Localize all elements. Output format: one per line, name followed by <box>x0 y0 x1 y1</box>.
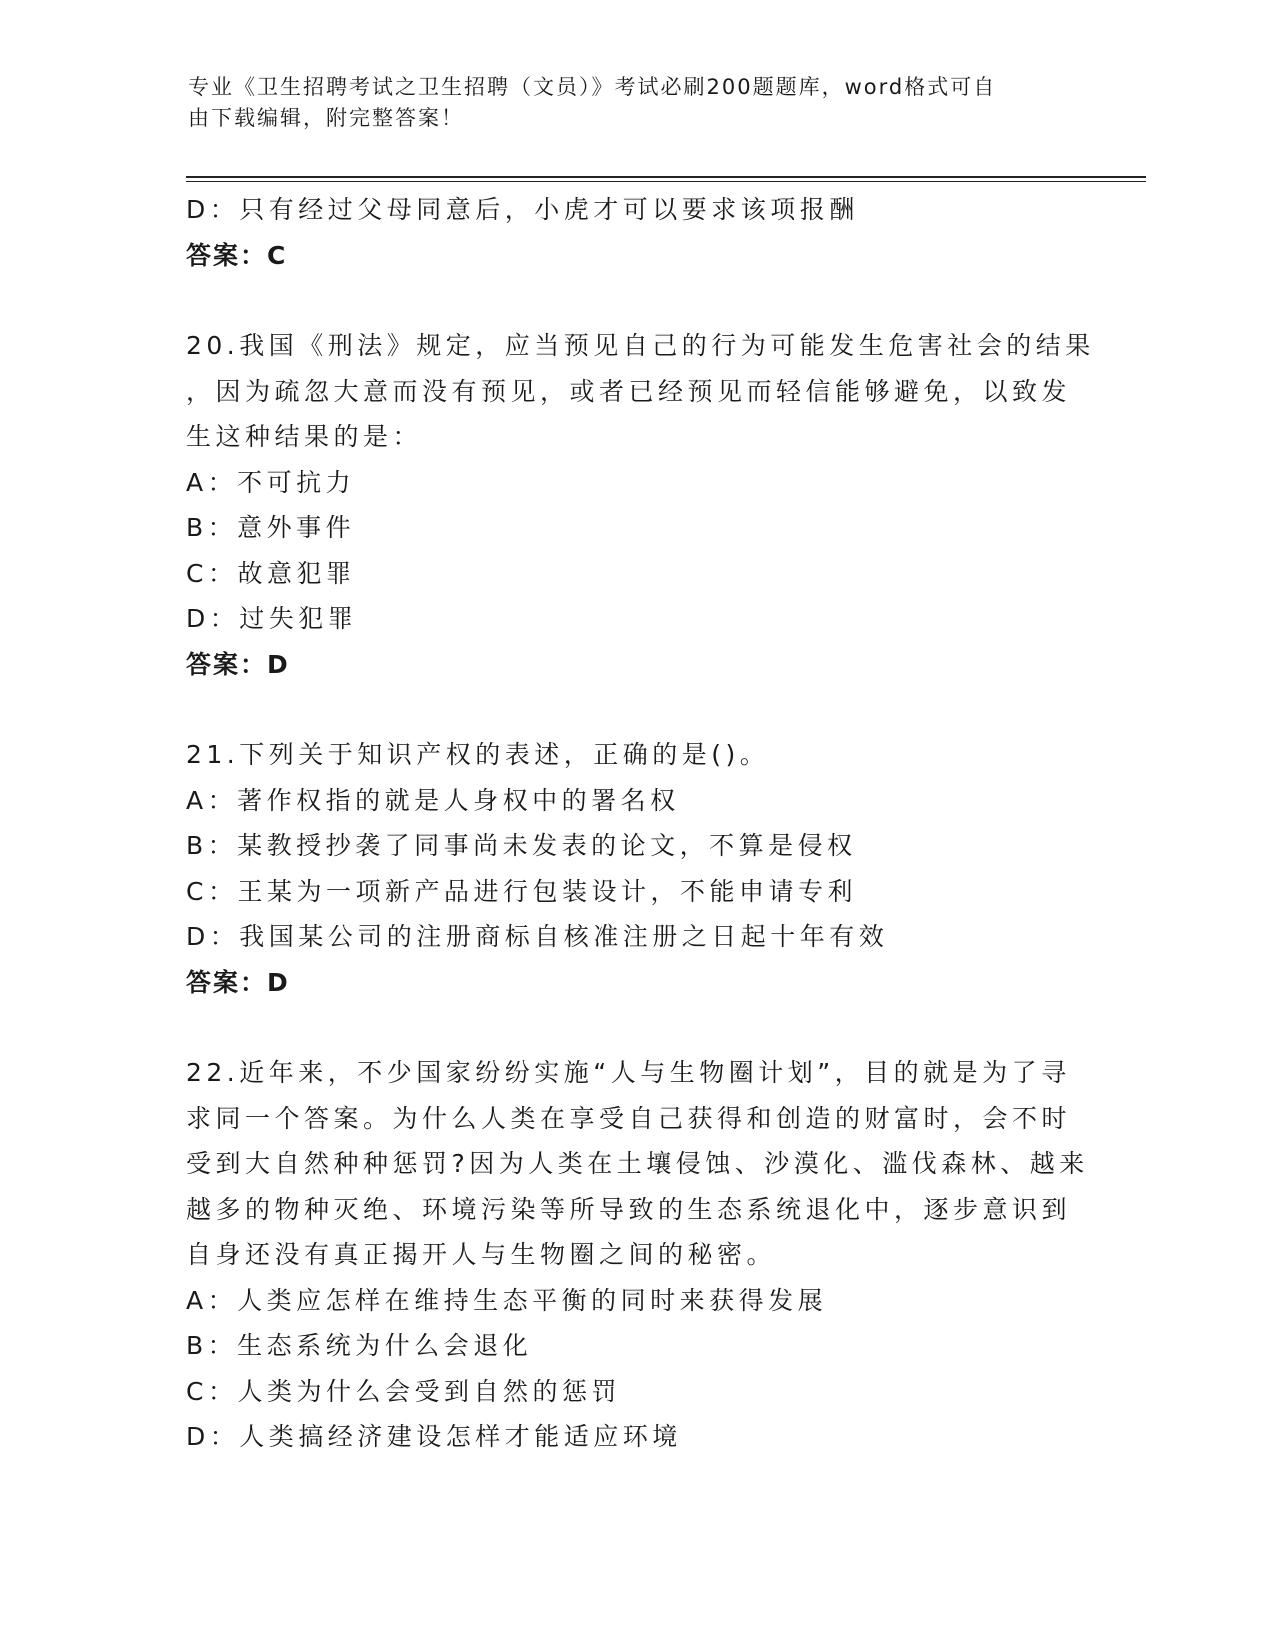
q20-option-a: A：不可抗力 <box>186 467 356 497</box>
question-19-tail <box>186 187 1066 278</box>
q22-option-a: A：人类应怎样在维持生态平衡的同时来获得发展 <box>186 1285 828 1315</box>
q20-answer: 答案：D <box>186 649 290 679</box>
header-line-1: 专业《卫生招聘考试之卫生招聘（文员）》考试必刷200题题库，word格式可自 <box>188 75 997 99</box>
question-22 <box>186 1050 1089 1460</box>
q21-option-c: C：王某为一项新产品进行包装设计，不能申请专利 <box>186 876 857 906</box>
q21-option-d: D：我国某公司的注册商标自核准注册之日起十年有效 <box>186 922 889 951</box>
q22-option-b: B：生态系统为什么会退化 <box>186 1331 533 1360</box>
q22-stem-line-2: 求同一个答案。为什么人类在享受自己获得和创造的财富时，会不时 <box>186 1103 1072 1133</box>
q20-stem-line-2: ，因为疏忽大意而没有预见，或者已经预见而轻信能够避免，以致发 <box>186 376 1072 406</box>
q20-option-d: D：过失犯罪 <box>186 604 358 633</box>
header-divider-thick <box>186 176 1146 178</box>
q19-option-d: D：只有经过父母同意后，小虎才可以要求该项报酬 <box>186 195 859 224</box>
q21-option-b: B：某教授抄袭了同事尚未发表的论文，不算是侵权 <box>186 831 857 860</box>
q20-option-c: C：故意犯罪 <box>186 558 356 588</box>
header-divider-thin <box>186 181 1146 182</box>
q19-answer: 答案：C <box>186 240 288 270</box>
question-21 <box>186 732 1066 1005</box>
q22-stem-line-4: 越多的物种灭绝、环境污染等所导致的生态系统退化中，逐步意识到 <box>186 1194 1072 1224</box>
q21-option-a: A：著作权指的就是人身权中的署名权 <box>186 785 680 815</box>
q22-stem-line-5: 自身还没有真正揭开人与生物圈之间的秘密。 <box>186 1240 777 1269</box>
question-spacer <box>186 687 1066 732</box>
q20-stem-line-3: 生这种结果的是： <box>186 422 423 451</box>
header-line-2: 由下载编辑，附完整答案！ <box>188 106 464 130</box>
q22-stem-line-3: 受到大自然种种惩罚?因为人类在土壤侵蚀、沙漠化、滥伐森林、越来 <box>186 1149 1089 1178</box>
q21-answer: 答案：D <box>186 967 290 997</box>
q20-stem-line-1: 20.我国《刑法》规定，应当预见自己的行为可能发生危害社会的结果 <box>186 331 1095 360</box>
question-spacer <box>186 1005 1066 1050</box>
q21-stem-line-1: 21.下列关于知识产权的表述，正确的是()。 <box>186 740 770 769</box>
document-body <box>186 187 1095 1460</box>
q22-option-c: C：人类为什么会受到自然的惩罚 <box>186 1376 621 1406</box>
question-spacer <box>186 278 1066 323</box>
question-20 <box>186 323 1095 687</box>
q20-option-b: B：意外事件 <box>186 513 356 542</box>
document-header <box>188 72 1068 134</box>
q22-option-d: D：人类搞经济建设怎样才能适应环境 <box>186 1422 682 1451</box>
q22-stem-line-1: 22.近年来，不少国家纷纷实施“人与生物圈计划”，目的就是为了寻 <box>186 1058 1071 1087</box>
